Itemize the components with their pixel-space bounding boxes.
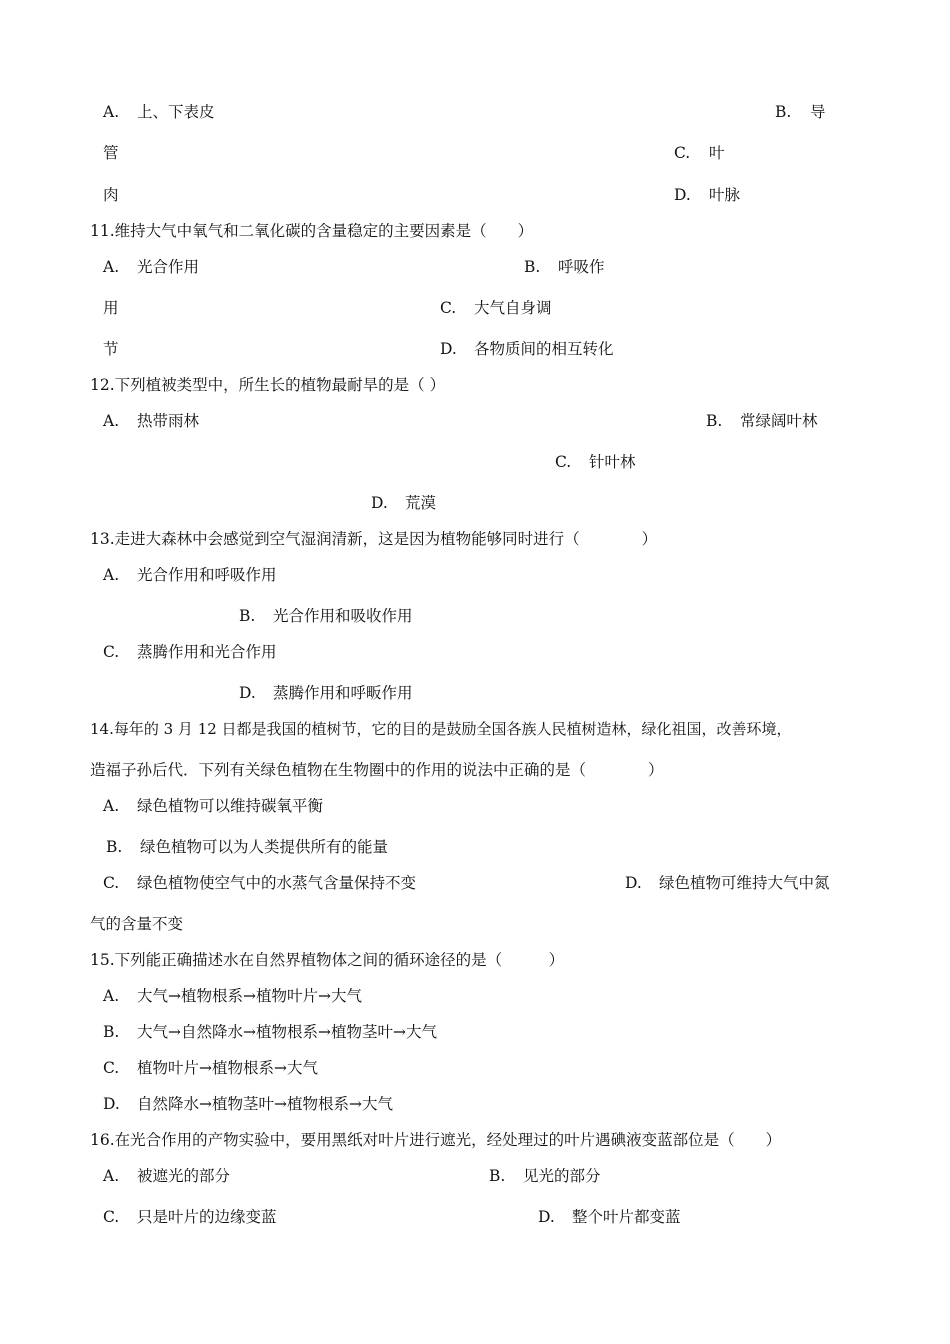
q10-option-d-label: D. (674, 186, 691, 204)
q13-option-c-text: 蒸腾作用和光合作用 (137, 643, 277, 661)
q12-option-a-label: A. (103, 412, 120, 430)
q15-stem: 15.下列能正确描述水在自然界植物体之间的循环途径的是（ ） (90, 951, 565, 969)
q15-option-d-text: 自然降水→植物茎叶→植物根系→大气 (137, 1095, 393, 1113)
q14-option-b-label: B. (106, 838, 123, 856)
q15-option-c-text: 植物叶片→植物根系→大气 (137, 1059, 318, 1077)
q14-option-d-text-wrap: 气的含量不变 (90, 915, 184, 933)
q11-option-c-text: 大气自身调 (474, 299, 552, 317)
q15-option-b-label: B. (103, 1023, 120, 1041)
q12-option-c-text: 针叶林 (589, 453, 636, 471)
q13-stem: 13.走进大森林中会感觉到空气湿润清新，这是因为植物能够同时进行（ ） (90, 530, 658, 548)
q12-option-b-label: B. (706, 412, 723, 430)
q10-option-b-text-wrap: 管 (103, 144, 119, 162)
q13-option-a-text: 光合作用和呼吸作用 (137, 566, 277, 584)
q15-option-d-label: D. (103, 1095, 120, 1113)
q11-option-d-label: D. (440, 340, 457, 358)
q16-option-d-label: D. (538, 1208, 555, 1226)
q14-stem-line-2: 造福子孙后代．下列有关绿色植物在生物圈中的作用的说法中正确的是（ ） (90, 761, 664, 779)
q13-option-b-text: 光合作用和吸收作用 (273, 607, 413, 625)
q12-option-d-label: D. (371, 494, 388, 512)
q16-option-c-text: 只是叶片的边缘变蓝 (137, 1208, 277, 1226)
q14-stem-line-1: 14.每年的 3 月 12 日都是我国的植树节，它的目的是鼓励全国各族人民植树造林，绿化祖国，改善环境， (90, 720, 792, 738)
q10-option-d-text: 叶脉 (709, 186, 741, 204)
q11-option-b-label: B. (524, 258, 541, 276)
q10-option-c-label: C. (674, 144, 691, 162)
q13-option-b-label: B. (239, 607, 256, 625)
q11-option-a-label: A. (103, 258, 120, 276)
q16-option-a-text: 被遮光的部分 (137, 1167, 231, 1185)
q14-option-a-label: A. (103, 797, 120, 815)
q15-option-a-text: 大气→植物根系→植物叶片→大气 (137, 987, 362, 1005)
q11-option-c-label: C. (440, 299, 457, 317)
q14-option-a-text: 绿色植物可以维持碳氧平衡 (137, 797, 324, 815)
q11-stem: 11.维持大气中氧气和二氧化碳的含量稳定的主要因素是（ ） (90, 222, 534, 240)
q11-option-b-text: 呼吸作 (558, 258, 605, 276)
q10-option-a-label: A. (103, 103, 120, 121)
q16-option-c-label: C. (103, 1208, 120, 1226)
q13-option-d-label: D. (239, 684, 256, 702)
q14-option-c-label: C. (103, 874, 120, 892)
q10-option-b-text: 导 (810, 103, 826, 121)
q15-option-a-label: A. (103, 987, 120, 1005)
q16-option-b-label: B. (489, 1167, 506, 1185)
q15-option-c-label: C. (103, 1059, 120, 1077)
q13-option-d-text: 蒸腾作用和呼畈作用 (273, 684, 413, 702)
q13-option-c-label: C. (103, 643, 120, 661)
q14-option-b-text: 绿色植物可以为人类提供所有的能量 (140, 838, 389, 856)
q12-option-a-text: 热带雨林 (137, 412, 200, 430)
q14-option-d-text: 绿色植物可维持大气中氮 (659, 874, 830, 892)
q11-option-b-text-wrap: 用 (103, 299, 119, 317)
q15-option-b-text: 大气→自然降水→植物根系→植物茎叶→大气 (137, 1023, 437, 1041)
q12-option-d-text: 荒漠 (405, 494, 437, 512)
q13-option-a-label: A. (103, 566, 120, 584)
q14-option-d-label: D. (625, 874, 642, 892)
q11-option-d-text: 各物质间的相互转化 (474, 340, 614, 358)
q10-option-c-text: 叶 (709, 144, 725, 162)
q16-option-b-text: 见光的部分 (523, 1167, 601, 1185)
q10-option-a-text: 上、下表皮 (137, 103, 215, 121)
q16-stem: 16.在光合作用的产物实验中，要用黑纸对叶片进行遮光，经处理过的叶片遇碘液变蓝部位是（ ） (90, 1131, 782, 1149)
q12-option-c-label: C. (555, 453, 572, 471)
q11-option-a-text: 光合作用 (137, 258, 200, 276)
q11-option-c-text-wrap: 节 (103, 340, 119, 358)
q12-option-b-text: 常绿阔叶林 (740, 412, 818, 430)
q16-option-a-label: A. (103, 1167, 120, 1185)
q16-option-d-text: 整个叶片都变蓝 (572, 1208, 681, 1226)
q14-option-c-text: 绿色植物使空气中的水蒸气含量保持不变 (137, 874, 417, 892)
q10-option-c-text-wrap: 肉 (103, 186, 119, 204)
q10-option-b-label: B. (775, 103, 792, 121)
q12-stem: 12.下列植被类型中，所生长的植物最耐旱的是（ ） (90, 376, 446, 394)
